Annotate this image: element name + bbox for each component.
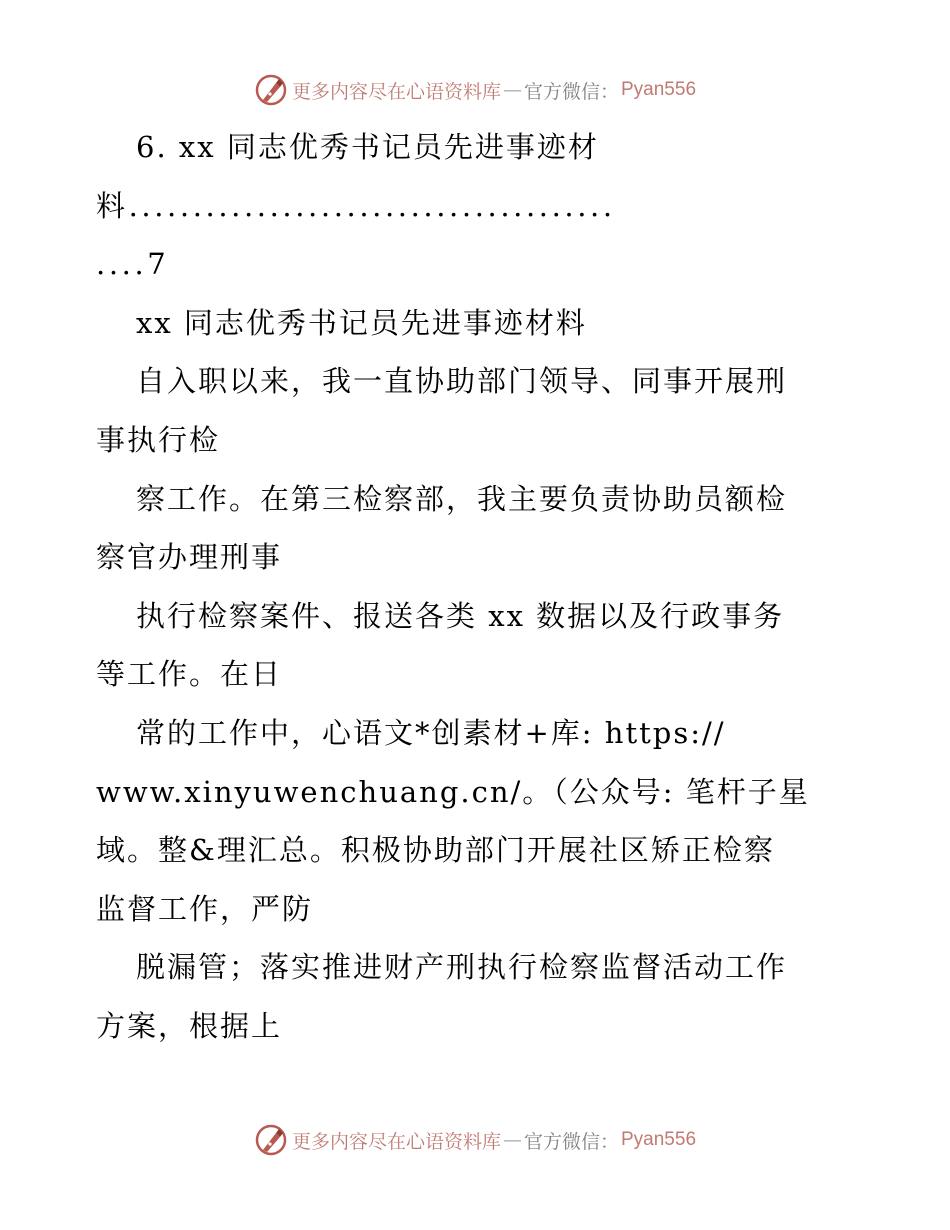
section-heading: xx 同志优秀书记员先进事迹材料: [136, 305, 587, 340]
paragraph-line: 脱漏管；落实推进财产刑执行检察监督活动工作: [136, 950, 788, 985]
paragraph-line: 常的工作中，心语文*创素材+库: https://: [136, 715, 726, 750]
toc-entry-line-1: 6. xx 同志优秀书记员先进事迹材: [136, 130, 599, 164]
paragraph-line: 等工作。在日: [96, 657, 283, 692]
footer-watermark-banner: [0, 1120, 950, 1160]
banner-label: 官方微信：: [523, 80, 619, 103]
pen-nib-logo-icon: [254, 1123, 288, 1157]
paragraph-line: 事执行检: [96, 422, 221, 457]
paragraph-line-url: www.xinyuwenchuang.cn/。（公众号: 笔杆子星: [96, 774, 810, 809]
paragraph-line: 察官办理刑事: [96, 540, 283, 575]
banner-wechat-id: Pyan556: [621, 1129, 697, 1150]
paragraph-line: 方案，根据上: [96, 1008, 283, 1043]
banner-dash: —: [502, 1129, 522, 1151]
header-watermark-banner: [0, 70, 950, 110]
toc-entry-line-2: 料......................................: [96, 188, 616, 223]
banner-label: 官方微信：: [523, 1130, 619, 1153]
banner-dash: —: [502, 79, 522, 101]
toc-entry-line-3: ....7: [96, 247, 170, 282]
banner-text: 更多内容尽在心语资料库: [291, 80, 501, 103]
paragraph-line: 察工作。在第三检察部，我主要负责协助员额检: [136, 481, 788, 516]
document-body: [96, 118, 856, 1056]
banner-wechat-id: Pyan556: [621, 79, 697, 100]
pen-nib-logo-icon: [254, 73, 288, 107]
paragraph-line: 自入职以来，我一直协助部门领导、同事开展刑: [136, 364, 788, 399]
paragraph-line: 监督工作，严防: [96, 891, 314, 926]
paragraph-line: 域。整&理汇总。积极协助部门开展社区矫正检察: [96, 833, 775, 868]
paragraph-line: 执行检察案件、报送各类 xx 数据以及行政事务: [136, 598, 785, 633]
banner-text: 更多内容尽在心语资料库: [291, 1130, 501, 1153]
